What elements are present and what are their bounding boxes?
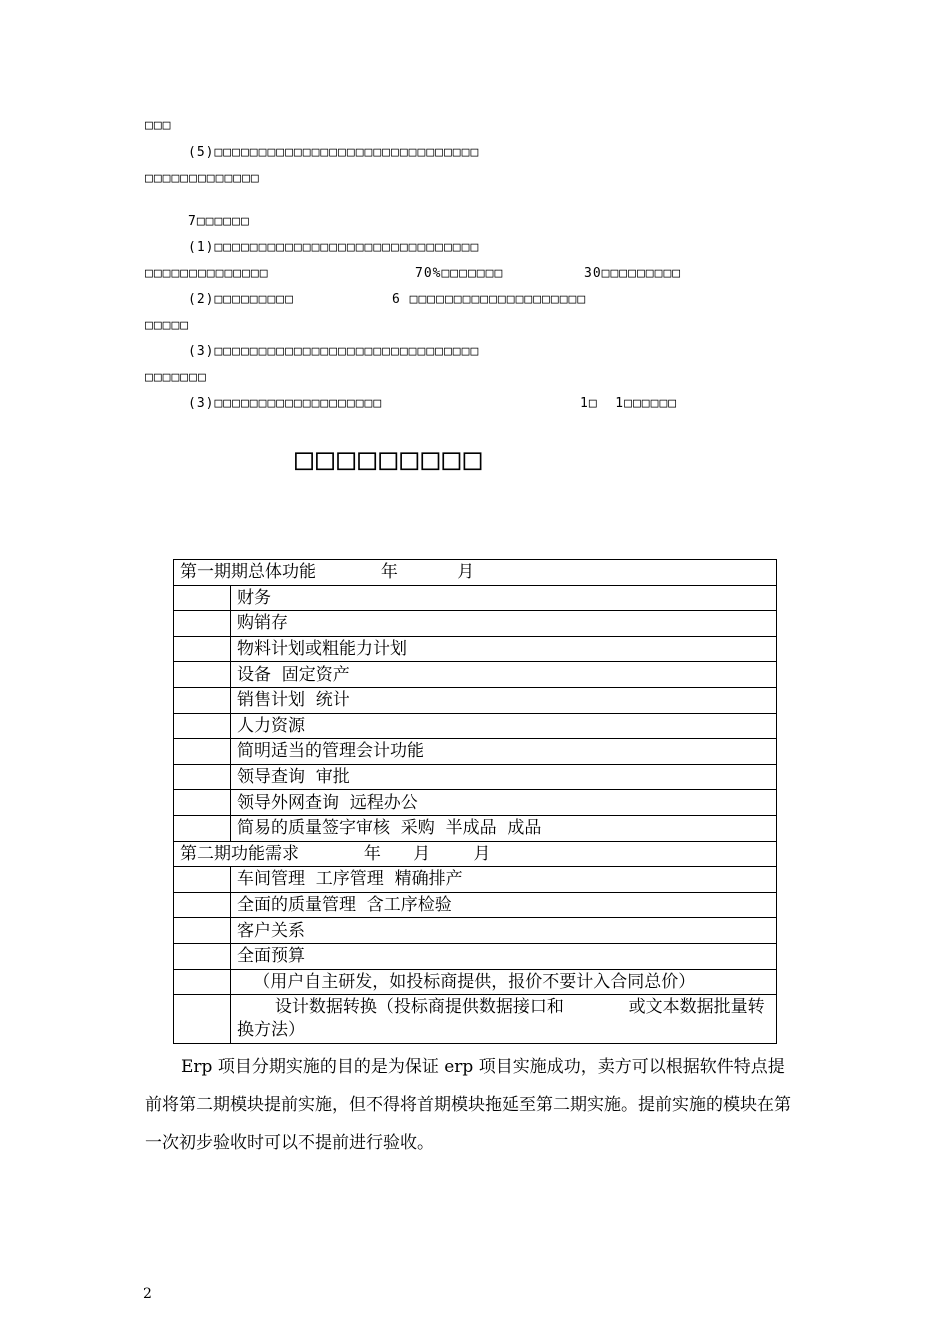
indent-cell bbox=[174, 764, 231, 790]
text-line-11b: 1□ 1□□□□□□ bbox=[580, 396, 678, 411]
table-row bbox=[174, 918, 777, 944]
phase1-header-cell: 第一期期总体功能 年 月 bbox=[174, 560, 777, 586]
table-row bbox=[174, 790, 777, 816]
table-row bbox=[174, 585, 777, 611]
phase1-item-4: 设备 固定资产 bbox=[231, 662, 777, 688]
table-row bbox=[174, 713, 777, 739]
indent-cell bbox=[174, 892, 231, 918]
indent-cell bbox=[174, 713, 231, 739]
page-number: 2 bbox=[143, 1286, 152, 1302]
phase1-item-10: 简易的质量签字审核 采购 半成品 成品 bbox=[231, 815, 777, 841]
phase1-item-5: 销售计划 统计 bbox=[231, 687, 777, 713]
text-line-1: □□□ bbox=[145, 118, 172, 133]
phase1-item-9: 领导外网查询 远程办公 bbox=[231, 790, 777, 816]
text-line-2: (5)□□□□□□□□□□□□□□□□□□□□□□□□□□□□□□ bbox=[188, 145, 480, 160]
phase1-header bbox=[174, 560, 777, 586]
text-line-4: 7□□□□□□ bbox=[188, 214, 250, 229]
indent-cell bbox=[174, 918, 231, 944]
table-row bbox=[174, 969, 777, 995]
table-row bbox=[174, 943, 777, 969]
text-line-7: (2)□□□□□□□□□ bbox=[188, 292, 294, 307]
phase2-header bbox=[174, 841, 777, 867]
indent-cell bbox=[174, 636, 231, 662]
text-line-3: □□□□□□□□□□□□□ bbox=[145, 171, 260, 186]
indent-cell bbox=[174, 585, 231, 611]
phase2-item-3: 客户关系 bbox=[231, 918, 777, 944]
indent-cell bbox=[174, 611, 231, 637]
text-line-10: □□□□□□□ bbox=[145, 370, 207, 385]
text-line-6c: 30□□□□□□□□□ bbox=[584, 266, 682, 281]
table-row bbox=[174, 687, 777, 713]
text-line-5: (1)□□□□□□□□□□□□□□□□□□□□□□□□□□□□□□ bbox=[188, 240, 480, 255]
section-title: □□□□□□□□□ bbox=[295, 442, 485, 477]
indent-cell bbox=[174, 815, 231, 841]
phase1-item-7: 简明适当的管理会计功能 bbox=[231, 739, 777, 765]
indent-cell bbox=[174, 662, 231, 688]
phase2-item-5: （用户自主研发，如投标商提供，报价不要计入合同总价） bbox=[231, 969, 777, 995]
phase1-item-2: 购销存 bbox=[231, 611, 777, 637]
text-line-9: (3)□□□□□□□□□□□□□□□□□□□□□□□□□□□□□□ bbox=[188, 344, 480, 359]
table-row bbox=[174, 739, 777, 765]
table-row bbox=[174, 662, 777, 688]
phase1-item-8: 领导查询 审批 bbox=[231, 764, 777, 790]
phase2-header-cell: 第二期功能需求 年 月 月 bbox=[174, 841, 777, 867]
indent-cell bbox=[174, 739, 231, 765]
table-row bbox=[174, 867, 777, 893]
text-line-6b: 70%□□□□□□□ bbox=[415, 266, 504, 281]
text-line-8: □□□□□ bbox=[145, 318, 190, 333]
phase2-item-1: 车间管理 工序管理 精确排产 bbox=[231, 867, 777, 893]
paragraph-text: Erp 项目分期实施的目的是为保证 erp 项目实施成功，卖方可以根据软件特点提前将第二期模块提前实施，但不得将首期模块拖延至第二期实施。提前实施的模块在第一次初步验收时可以不提前进行验收。 bbox=[145, 1057, 791, 1153]
function-table bbox=[173, 559, 777, 1044]
indent-cell bbox=[174, 867, 231, 893]
phase1-item-3: 物料计划或粗能力计划 bbox=[231, 636, 777, 662]
indent-cell bbox=[174, 687, 231, 713]
indent-cell bbox=[174, 969, 231, 995]
body-paragraph bbox=[145, 1048, 795, 1162]
text-line-6: □□□□□□□□□□□□□□ bbox=[145, 266, 269, 281]
phase2-item-2: 全面的质量管理 含工序检验 bbox=[231, 892, 777, 918]
indent-cell bbox=[174, 943, 231, 969]
indent-cell bbox=[174, 995, 231, 1044]
phase1-item-1: 财务 bbox=[231, 585, 777, 611]
table-row bbox=[174, 636, 777, 662]
phase1-item-6: 人力资源 bbox=[231, 713, 777, 739]
phase2-item-4: 全面预算 bbox=[231, 943, 777, 969]
table-row bbox=[174, 764, 777, 790]
table-row bbox=[174, 892, 777, 918]
indent-cell bbox=[174, 790, 231, 816]
table-row bbox=[174, 995, 777, 1044]
table-row bbox=[174, 815, 777, 841]
phase2-item-6: 设计数据转换（投标商提供数据接口和 或文本数据批量转换方法） bbox=[231, 995, 777, 1044]
text-line-11: (3)□□□□□□□□□□□□□□□□□□□ bbox=[188, 396, 383, 411]
table-row bbox=[174, 611, 777, 637]
text-line-7b: 6 □□□□□□□□□□□□□□□□□□□□ bbox=[392, 292, 587, 307]
